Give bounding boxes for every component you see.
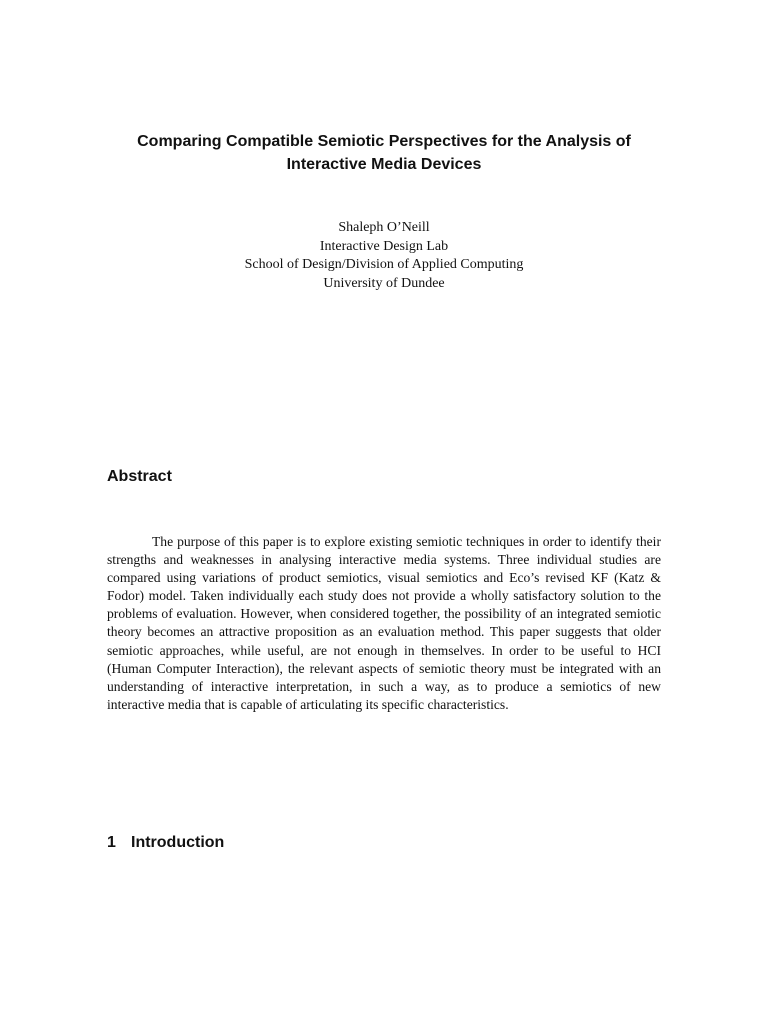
author-name: Shaleph O’Neill (338, 220, 430, 235)
title-line-2: Interactive Media Devices (286, 156, 482, 173)
section-title: Introduction (131, 834, 225, 851)
affiliation-university: University of Dundee (323, 275, 445, 291)
author-block (134, 219, 634, 293)
affiliation-school: School of Design/Division of Applied Computing (244, 257, 524, 272)
abstract-text: The purpose of this paper is to explore existing semiotic techniques in order to identify their strengths and weaknesses in analysing interactive media systems. Three individual studies are compared using variations of product semiotics, visual semiotics and Eco’s revised KF (Katz & Fodor) model. Taken individually each study does not provide a wholly satisfactory solution to the problems of evaluation. However, when considered together, the possibility of an integrated semiotic theory becomes an attractive proposition as an evaluation method. This paper suggests that older semiotic approaches, while useful, are not enough in themselves. In order to be useful to HCI (Human Computer Interaction), the relevant aspects of semiotic theory must be integrated with an understanding of interactive interpretation, in such a way, as to produce a semiotics of new interactive media that is capable of articulating its specific characteristics. (107, 534, 661, 712)
section-heading-introduction (107, 833, 224, 853)
title-line-1: Comparing Compatible Semiotic Perspectives for the Analysis of (137, 133, 631, 150)
affiliation-lab: Interactive Design Lab (319, 238, 449, 254)
abstract-heading: Abstract (107, 468, 172, 485)
paper-title (90, 130, 678, 176)
section-number: 1 (107, 834, 116, 851)
